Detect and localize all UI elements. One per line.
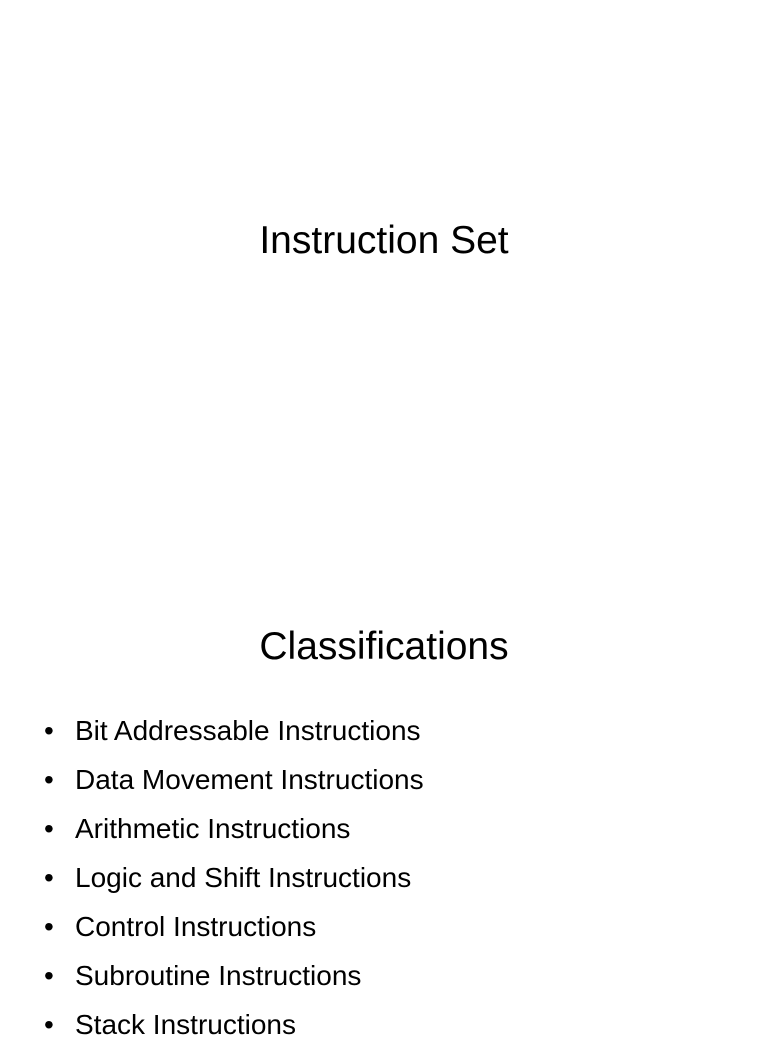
list-item-label: Control Instructions bbox=[75, 911, 317, 942]
list-item bbox=[44, 861, 744, 910]
list-item bbox=[44, 1008, 744, 1057]
list-item bbox=[44, 714, 744, 763]
slide-classifications bbox=[0, 576, 768, 1040]
slide-title: Classifications bbox=[259, 625, 509, 668]
list-item-label: Subroutine Instructions bbox=[75, 960, 362, 991]
list-item-label: Data Movement Instructions bbox=[75, 764, 424, 795]
list-item-label: Bit Addressable Instructions bbox=[75, 715, 421, 746]
list-item bbox=[44, 959, 744, 1008]
bullet-icon: • bbox=[44, 764, 54, 795]
list-item-label: Arithmetic Instructions bbox=[75, 813, 351, 844]
list-item bbox=[44, 910, 744, 959]
list-item bbox=[44, 812, 744, 861]
bullet-icon: • bbox=[44, 813, 54, 844]
slide-title: Instruction Set bbox=[259, 219, 509, 262]
bullet-icon: • bbox=[44, 862, 54, 893]
classification-list bbox=[44, 714, 744, 1057]
list-item-label: Stack Instructions bbox=[75, 1009, 296, 1040]
bullet-icon: • bbox=[44, 1009, 54, 1040]
list-item bbox=[44, 763, 744, 812]
list-item-label: Logic and Shift Instructions bbox=[75, 862, 412, 893]
bullet-icon: • bbox=[44, 960, 54, 991]
bullet-icon: • bbox=[44, 911, 54, 942]
bullet-icon: • bbox=[44, 715, 54, 746]
